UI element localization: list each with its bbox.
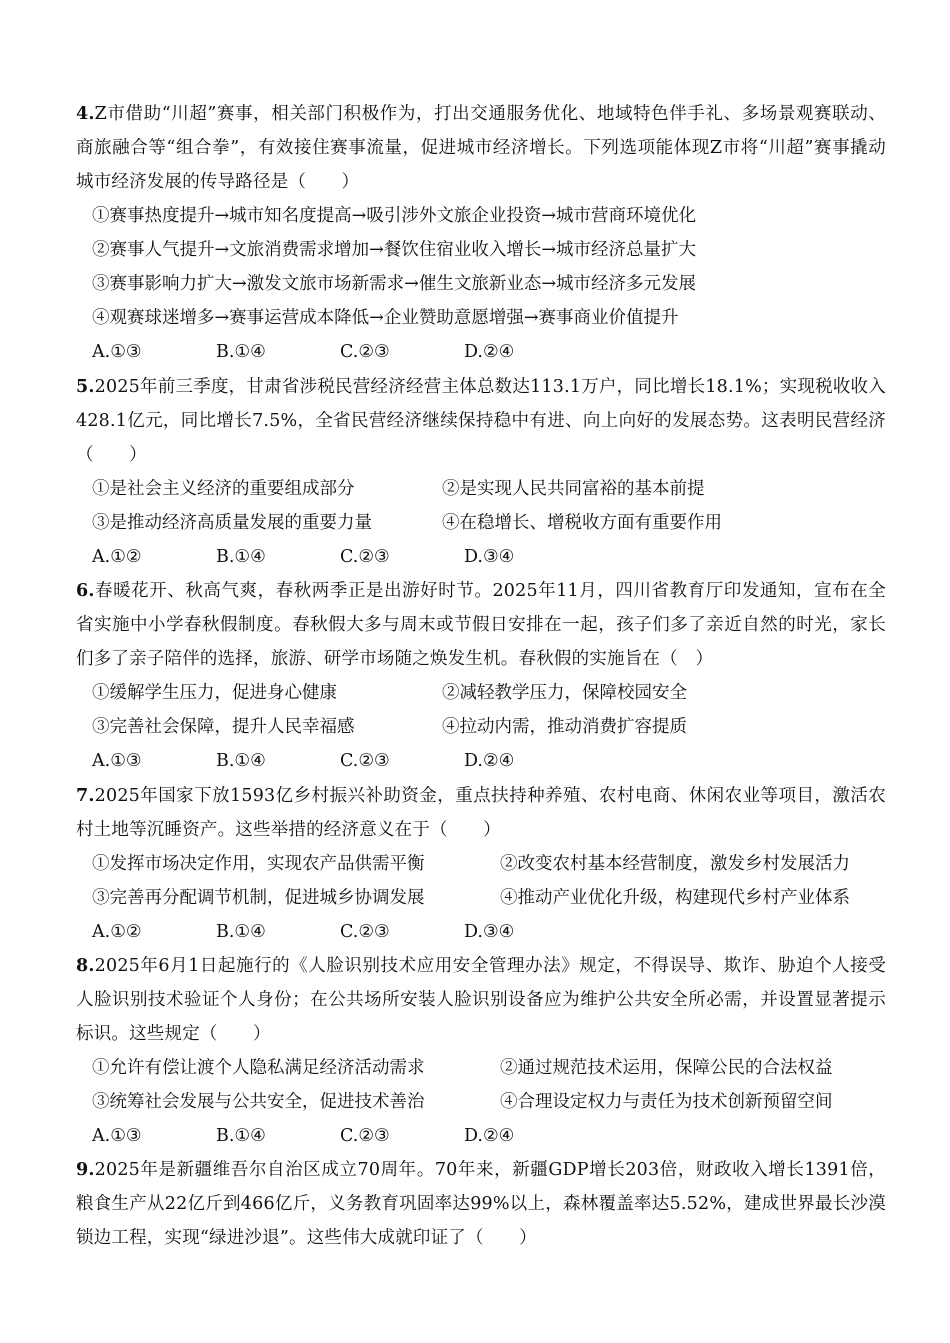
question-number: 5. (76, 377, 95, 397)
question-8 (76, 949, 886, 1153)
option-1: ①缓解学生压力，促进身心健康 (92, 683, 337, 703)
options-list (76, 199, 886, 335)
option-2: ②改变农村基本经营制度，激发乡村发展活力 (500, 854, 850, 874)
question-7 (76, 779, 886, 949)
option-3: ③完善社会保障，提升人民幸福感 (92, 717, 355, 737)
choice-c: C.②③ (340, 922, 390, 942)
option-1: ①发挥市场决定作用，实现农产品供需平衡 (92, 854, 425, 874)
question-stem (76, 949, 886, 1051)
question-stem (76, 779, 886, 847)
options-list (76, 1051, 886, 1119)
choice-c: C.②③ (340, 547, 390, 567)
options-list (76, 847, 886, 915)
choice-c: C.②③ (340, 751, 390, 771)
option-3: ③完善再分配调节机制，促进城乡协调发展 (92, 888, 425, 908)
choice-c: C.②③ (340, 342, 390, 362)
choice-b: B.①④ (216, 547, 266, 567)
question-text: 2025年6月1日起施行的《人脸识别技术应用安全管理办法》规定，不得误导、欺诈、胁迫个人接受人脸识别技术验证个人身份；在公共场所安装人脸识别设备应为维护公共安全所必需，并设置显著提示标识。这些规定（ ） (76, 956, 886, 1044)
question-stem (76, 1153, 886, 1255)
question-number: 4. (76, 104, 95, 124)
option-2: ②减轻教学压力，保障校园安全 (442, 683, 687, 703)
question-4 (76, 97, 886, 369)
option-2: ②赛事人气提升→文旅消费需求增加→餐饮住宿业收入增长→城市经济总量扩大 (92, 240, 696, 260)
choice-b: B.①④ (216, 1126, 266, 1146)
question-stem (76, 370, 886, 472)
choice-d: D.②④ (464, 751, 515, 771)
question-number: 7. (76, 786, 95, 806)
options-list (76, 472, 886, 540)
answer-choices (76, 1119, 886, 1153)
option-4: ④拉动内需，推动消费扩容提质 (442, 717, 687, 737)
question-text: Z市借助“川超”赛事，相关部门积极作为，打出交通服务优化、地域特色伴手礼、多场景观赛联动、商旅融合等“组合拳”，有效接住赛事流量，促进城市经济增长。下列选项能体现Z市将“川超”赛事撬动城市经济发展的传导路径是（ ） (76, 104, 886, 192)
question-stem (76, 574, 886, 676)
choice-a: A.①② (92, 547, 142, 567)
choice-b: B.①④ (216, 751, 266, 771)
option-2: ②是实现人民共同富裕的基本前提 (442, 479, 705, 499)
answer-choices (76, 540, 886, 574)
question-stem (76, 97, 886, 199)
choice-d: D.③④ (464, 547, 515, 567)
question-text: 2025年国家下放1593亿乡村振兴补助资金，重点扶持种养殖、农村电商、休闲农业等项目，激活农村土地等沉睡资产。这些举措的经济意义在于（ ） (76, 786, 886, 840)
option-3: ③赛事影响力扩大→激发文旅市场新需求→催生文旅新业态→城市经济多元发展 (92, 274, 696, 294)
option-2: ②通过规范技术运用，保障公民的合法权益 (500, 1058, 833, 1078)
question-9 (76, 1153, 886, 1255)
question-6 (76, 574, 886, 778)
choice-b: B.①④ (216, 922, 266, 942)
option-1: ①允许有偿让渡个人隐私满足经济活动需求 (92, 1058, 425, 1078)
option-1: ①赛事热度提升→城市知名度提高→吸引涉外文旅企业投资→城市营商环境优化 (92, 206, 696, 226)
choice-c: C.②③ (340, 1126, 390, 1146)
choice-d: D.②④ (464, 1126, 515, 1146)
question-number: 6. (76, 581, 95, 601)
question-number: 8. (76, 956, 95, 976)
question-number: 9. (76, 1160, 95, 1180)
question-text: 春暖花开、秋高气爽，春秋两季正是出游好时节。2025年11月，四川省教育厅印发通知，宣布在全省实施中小学春秋假制度。春秋假大多与周末或节假日安排在一起，孩子们多了亲近自然的时光，家长们多了亲子陪伴的选择，旅游、研学市场随之焕发生机。春秋假的实施旨在（ ） (76, 581, 886, 669)
choice-a: A.①③ (92, 342, 142, 362)
option-4: ④合理设定权力与责任为技术创新预留空间 (500, 1092, 833, 1112)
question-text: 2025年是新疆维吾尔自治区成立70周年。70年来，新疆GDP增长203倍，财政收入增长1391倍，粮食生产从22亿斤到466亿斤，义务教育巩固率达99%以上，森林覆盖率达5.52%，建成世界最长沙漠锁边工程，实现“绿进沙退”。这些伟大成就印证了（ ） (76, 1160, 886, 1248)
option-4: ④在稳增长、增税收方面有重要作用 (442, 513, 722, 533)
choice-b: B.①④ (216, 342, 266, 362)
choice-a: A.①③ (92, 1126, 142, 1146)
option-3: ③是推动经济高质量发展的重要力量 (92, 513, 372, 533)
answer-choices (76, 335, 886, 369)
answer-choices (76, 915, 886, 949)
option-1: ①是社会主义经济的重要组成部分 (92, 479, 355, 499)
question-5 (76, 370, 886, 574)
option-4: ④观赛球迷增多→赛事运营成本降低→企业赞助意愿增强→赛事商业价值提升 (92, 308, 679, 328)
option-3: ③统筹社会发展与公共安全，促进技术善治 (92, 1092, 425, 1112)
choice-d: D.②④ (464, 342, 515, 362)
option-4: ④推动产业优化升级，构建现代乡村产业体系 (500, 888, 850, 908)
answer-choices (76, 744, 886, 778)
choice-a: A.①② (92, 922, 142, 942)
options-list (76, 676, 886, 744)
choice-a: A.①③ (92, 751, 142, 771)
choice-d: D.③④ (464, 922, 515, 942)
question-text: 2025年前三季度，甘肃省涉税民营经济经营主体总数达113.1万户，同比增长18.1%；实现税收收入428.1亿元，同比增长7.5%，全省民营经济继续保持稳中有进、向上向好的发展态势。这表明民营经济（ ） (76, 377, 886, 465)
